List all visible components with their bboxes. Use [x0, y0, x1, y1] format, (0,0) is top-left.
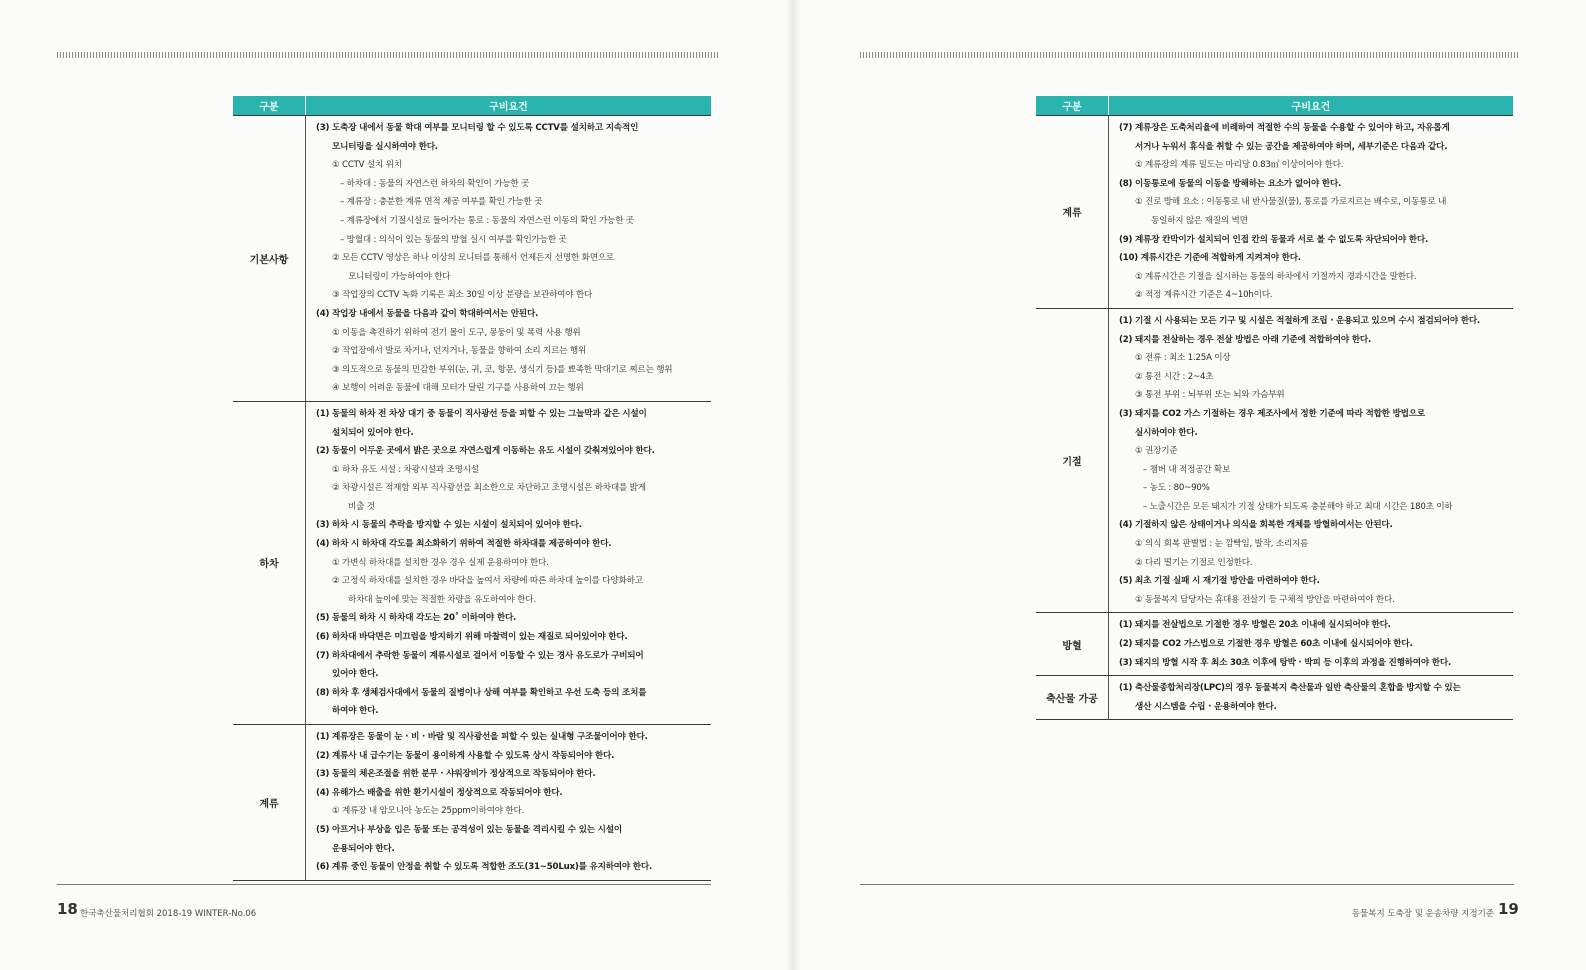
requirement-line: ① 하차 유도 시설 : 차광시설과 조명시설	[332, 464, 479, 475]
requirement-line: (1) 동물의 하차 전 차상 대기 중 동물이 직사광선 등을 피할 수 있는 그늘막과 같은 시설이	[316, 408, 647, 419]
category-cell: 기본사항	[233, 116, 306, 402]
table-row	[233, 725, 711, 881]
category-cell: 하차	[233, 401, 306, 724]
table-row	[1036, 116, 1513, 309]
requirement-line: 설치되어 있어야 한다.	[332, 427, 414, 438]
category-cell: 계류	[1036, 116, 1109, 309]
requirement-line: 동일하지 않은 재질의 벽면	[1151, 215, 1248, 226]
requirement-line: ② 적정 계류시간 기준은 4~10h이다.	[1135, 290, 1273, 301]
requirement-line: (3) 동물의 체온조절을 위한 분무 · 샤워장비가 정상적으로 작동되어야 한다.	[316, 769, 596, 780]
requirement-line: (5) 동물의 하차 시 하차대 각도는 20˚ 이하여야 한다.	[316, 613, 517, 624]
requirement-line: ③ 작업장의 CCTV 녹화 기록은 최소 30일 이상 분량을 보관하여야 한다	[332, 290, 593, 301]
requirement-line: ② 차광시설은 적재함 외부 직사광선을 최소한으로 차단하고 조명시설은 하차대를 밝게	[332, 483, 646, 494]
requirement-line: ① 의식 회복 판별법 : 눈 깜빡임, 발작, 소리지름	[1135, 539, 1309, 550]
requirements-table-right	[1036, 96, 1513, 720]
page-number: 18	[57, 900, 78, 918]
requirement-line: (2) 돼지를 전살하는 경우 전살 방법은 아래 기준에 적합하여야 한다.	[1119, 334, 1372, 345]
requirement-line: (10) 계류시간은 기준에 적합하게 지켜져야 한다.	[1119, 253, 1301, 264]
requirement-line: (4) 기절하지 않은 상태이거나 의식을 회복한 개체를 방혈하여서는 안된다.	[1119, 520, 1393, 531]
requirement-line: ④ 보행이 어려운 동물에 대해 모터가 달린 기구를 사용하여 끄는 행위	[332, 383, 584, 394]
requirements-cell	[1109, 308, 1514, 613]
requirement-line: ① 이동을 촉진하기 위하여 전기 몰이 도구, 몽둥이 및 폭력 사용 행위	[332, 327, 581, 338]
requirement-line: 하여야 한다.	[332, 706, 379, 717]
page-number: 19	[1498, 900, 1519, 918]
right-page	[796, 0, 1586, 970]
requirements-cell	[1109, 676, 1514, 720]
table-row	[1036, 308, 1513, 613]
requirement-line: ③ 통전 부위 : 뇌부위 또는 뇌와 가슴부위	[1135, 390, 1285, 401]
requirement-line: ② 모든 CCTV 영상은 하나 이상의 모니터를 통해서 언제든지 선명한 화면으로	[332, 253, 614, 264]
requirement-line: ① 계류시간은 기절을 실시하는 동물의 하차에서 기절까지 경과시간을 말한다.	[1135, 271, 1417, 282]
requirement-line: (2) 돼지를 CO2 가스법으로 기절한 경우 방혈은 60초 이내에 실시되어야 한다.	[1119, 639, 1413, 650]
category-cell: 기절	[1036, 308, 1109, 613]
requirement-line: ① 계류장의 계류 밀도는 마리당 0.83㎡ 이상이어야 한다.	[1135, 160, 1344, 171]
requirements-cell	[306, 116, 712, 402]
requirements-cell	[1109, 116, 1514, 309]
col-header-requirements: 구비요건	[306, 96, 712, 116]
col-header-category: 구분	[233, 96, 306, 116]
requirement-line: ② 고정식 하차대를 설치한 경우 바닥을 높여서 차량에 따른 하차대 높이를 다양화하고	[332, 576, 643, 587]
requirement-line: ① 권장기준	[1135, 446, 1178, 457]
requirement-line: – 방혈대 : 의식이 있는 동물의 방혈 실시 여부를 확인가능한 곳	[340, 234, 567, 245]
requirement-line: (2) 계류사 내 급수기는 동물이 용이하게 사용할 수 있도록 상시 작동되어야 한다.	[316, 750, 615, 761]
requirement-line: ② 통전 시간 : 2~4초	[1135, 371, 1214, 382]
requirement-line: 서거나 누워서 휴식을 취할 수 있는 공간을 제공하여야 하며, 세부기준은 다음과 같다.	[1135, 141, 1448, 152]
requirement-line: 비출 것	[348, 501, 375, 512]
requirement-line: ① 계류장 내 암모니아 농도는 25ppm이하여야 한다.	[332, 806, 525, 817]
requirement-line: – 하차대 : 동물의 자연스런 하차의 확인이 가능한 곳	[340, 178, 530, 189]
requirement-line: – 계류장에서 기절시설로 들어가는 통로 : 동물의 자연스런 이동의 확인 가능한 곳	[340, 215, 634, 226]
requirement-line: (4) 하차 시 하차대 각도를 최소화하기 위하여 적절한 하차대를 제공하여야 한다.	[316, 539, 612, 550]
requirement-line: 모니터링이 가능하여야 한다	[348, 271, 451, 282]
header-dotted-rule	[57, 52, 720, 58]
requirement-line: ① 전류 : 최소 1.25A 이상	[1135, 353, 1231, 364]
requirements-cell	[306, 401, 712, 724]
col-header-requirements: 구비요건	[1109, 96, 1514, 116]
footer-rule	[860, 884, 1514, 885]
requirement-line: 있어야 한다.	[332, 669, 379, 680]
requirement-line: (1) 계류장은 동물이 눈 · 비 · 바람 및 직사광선을 피할 수 있는 실내형 구조물이어야 한다.	[316, 732, 648, 742]
requirement-line: ① CCTV 설치 위치	[332, 160, 402, 171]
requirement-line: 운용되어야 한다.	[332, 843, 395, 854]
requirement-line: ③ 의도적으로 동물의 민감한 부위(눈, 귀, 코, 항문, 생식기 등)를 뾰족한 막대기로 찌르는 행위	[332, 364, 673, 375]
footer-rule	[57, 884, 711, 885]
table-row	[233, 116, 711, 402]
category-cell: 방혈	[1036, 613, 1109, 676]
requirement-line: (1) 돼지를 전살법으로 기절한 경우 방혈은 20초 이내에 실시되어야 한다.	[1119, 620, 1391, 631]
requirement-line: (1) 기절 시 사용되는 모든 기구 및 시설은 적절하게 조립 · 운용되고 있으며 수시 점검되어야 한다.	[1119, 315, 1481, 326]
requirement-line: ① 진로 방해 요소 : 이동통로 내 반사물질(물), 통로를 가로지르는 배수로, 이동통로 내	[1135, 197, 1447, 208]
requirement-line: – 챔버 내 적정공간 확보	[1143, 464, 1231, 475]
table-row	[1036, 676, 1513, 720]
header-dotted-rule	[860, 52, 1518, 58]
requirement-line: (5) 아프거나 부상을 입은 동물 또는 공격성이 있는 동물을 격리시킬 수 있는 시설이	[316, 824, 622, 835]
requirement-line: (4) 작업장 내에서 동물을 다음과 같이 학대하여서는 안된다.	[316, 308, 539, 319]
table-row	[1036, 613, 1513, 676]
requirements-table-left	[233, 96, 711, 881]
requirement-line: (8) 하차 후 생체검사대에서 동물의 질병이나 상해 여부를 확인하고 우선 도축 등의 조치를	[316, 687, 647, 698]
requirement-line: 실시하여야 한다.	[1135, 427, 1198, 438]
requirement-line: ① 가변식 하차대를 설치한 경우 경우 실제 운용하여야 한다.	[332, 557, 549, 568]
left-page	[0, 0, 790, 970]
requirements-cell	[306, 725, 712, 881]
requirement-line: ① 동물복지 담당자는 휴대용 전살기 등 구체적 방안을 마련하여야 한다.	[1135, 594, 1395, 605]
requirement-line: – 노출시간은 모든 돼지가 기절 상태가 되도록 충분해야 하고 최대 시간은 180초 이하	[1143, 501, 1453, 512]
requirement-line: 생산 시스템을 수립 · 운용하여야 한다.	[1135, 701, 1277, 712]
requirement-line: ② 다리 떨기는 기절로 인정한다.	[1135, 557, 1253, 568]
requirement-line: (1) 축산물종합처리장(LPC)의 경우 동물복지 축산물과 일반 축산물의 혼합을 방지할 수 있는	[1119, 683, 1461, 694]
requirement-line: – 농도 : 80~90%	[1143, 483, 1210, 494]
col-header-category: 구분	[1036, 96, 1109, 116]
requirement-line: (3) 하차 시 동물의 추락을 방지할 수 있는 시설이 설치되어 있어야 한다.	[316, 520, 582, 531]
requirement-line: (9) 계류장 칸막이가 설치되어 인접 칸의 동물과 서로 볼 수 없도록 차단되어야 한다.	[1119, 234, 1429, 245]
requirement-line: 하차대 높이에 맞는 적절한 차량을 유도하여야 한다.	[348, 594, 536, 605]
footer-publication: 한국축산물처리협회 2018-19 WINTER-No.06	[80, 909, 257, 919]
requirement-line: (4) 유해가스 배출을 위한 환기시설이 정상적으로 작동되어야 한다.	[316, 787, 563, 798]
footer-section-title: 동물복지 도축장 및 운송차량 지정기준	[1351, 909, 1494, 919]
table-row	[233, 401, 711, 724]
category-cell: 축산물 가공	[1036, 676, 1109, 720]
requirement-line: (5) 최초 기절 실패 시 재기절 방안을 마련하여야 한다.	[1119, 576, 1320, 587]
requirement-line: 모니터링을 실시하여야 한다.	[332, 141, 438, 152]
requirement-line: (6) 하차대 바닥면은 미끄럼을 방지하기 위해 마찰력이 있는 재질로 되어있어야 한다.	[316, 632, 628, 643]
requirement-line: (3) 도축장 내에서 동물 학대 여부를 모니터링 할 수 있도록 CCTV를 설치하고 지속적인	[316, 123, 639, 133]
requirement-line: ② 작업장에서 발로 차거나, 던지거나, 동물을 향하여 소리 지르는 행위	[332, 346, 587, 357]
requirements-cell	[1109, 613, 1514, 676]
requirement-line: (3) 돼지의 방혈 시작 후 최소 30초 이후에 탕박 · 박피 등 이후의 과정을 진행하여야 한다.	[1119, 657, 1452, 668]
requirement-line: (7) 하차대에서 추락한 동물이 계류시설로 걸어서 이동할 수 있는 경사 유도로가 구비되어	[316, 650, 644, 661]
requirement-line: (8) 이동통로에 동물의 이동을 방해하는 요소가 없어야 한다.	[1119, 178, 1342, 189]
requirement-line: (2) 동물이 어두운 곳에서 밝은 곳으로 자연스럽게 이동하는 유도 시설이 갖춰져있어야 한다.	[316, 446, 655, 457]
requirement-line: (7) 계류장은 도축처리율에 비례하여 적절한 수의 동물을 수용할 수 있어야 하고, 자유롭게	[1119, 123, 1450, 133]
requirement-line: (3) 돼지를 CO2 가스 기절하는 경우 제조사에서 정한 기준에 따라 적합한 방법으로	[1119, 408, 1425, 419]
category-cell: 계류	[233, 725, 306, 881]
requirement-line: (6) 계류 중인 동물이 안정을 취할 수 있도록 적합한 조도(31~50Lux)를 유지하여야 한다.	[316, 862, 653, 873]
requirement-line: – 계류장 : 충분한 계류 면적 제공 여부를 확인 가능한 곳	[340, 197, 543, 208]
